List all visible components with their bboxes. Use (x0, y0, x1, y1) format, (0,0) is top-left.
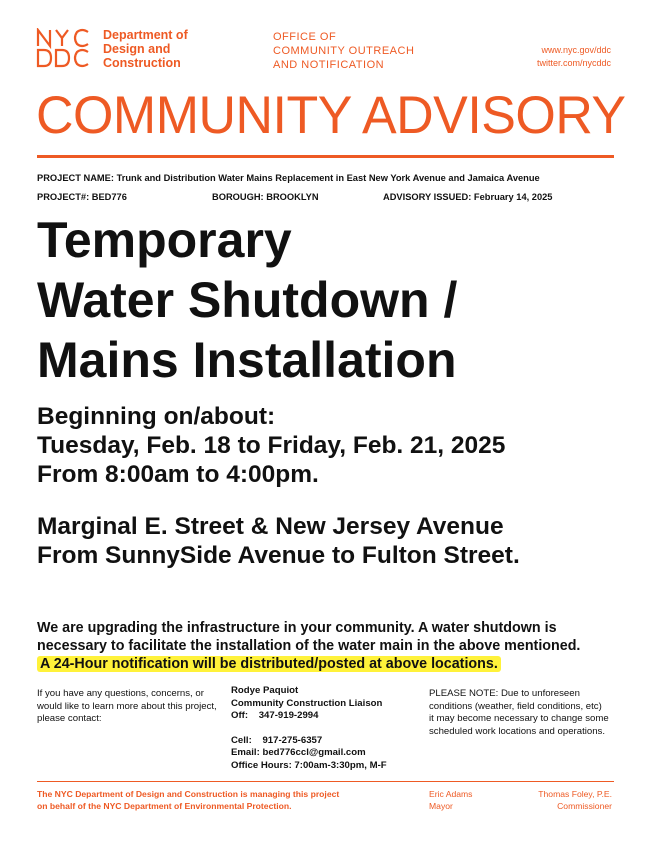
project-name-line (37, 173, 540, 183)
title-line: Mains Installation (37, 332, 457, 388)
department-line: Design and (103, 42, 171, 56)
please-note: PLEASE NOTE: Due to unforeseen conditions (weather, field conditions, etc) it may become necessary to change some scheduled work locations and operations. (429, 688, 609, 737)
intro-line: We are upgrading the infrastructure in your community. A water shutdown is (37, 620, 557, 636)
commissioner-name: Thomas Foley, P.E. (538, 789, 612, 799)
office-hours: Office Hours: 7:00am-3:30pm, M-F (231, 759, 387, 771)
intro-paragraph (37, 619, 580, 673)
project-number: PROJECT#: BED776 (37, 192, 127, 202)
office-line: OFFICE OF (273, 31, 337, 43)
contact-email: Email: bed776ccl@gmail.com (231, 747, 366, 758)
intro-line: necessary to facilitate the installation of the water main in the above mentioned. (37, 638, 581, 654)
cell-phone: Cell: 917-275-6357 (231, 734, 323, 746)
office-phone: Off: 347-919-2994 (231, 710, 319, 721)
location-block (37, 512, 520, 570)
website-link[interactable]: www.nyc.gov/ddc (541, 45, 611, 55)
mayor-credit (429, 789, 472, 812)
advisory-issued: ADVISORY ISSUED: February 14, 2025 (383, 192, 553, 202)
managing-statement (37, 789, 339, 812)
commissioner-title: Commissioner (557, 800, 612, 811)
advisory-title (37, 210, 457, 390)
department-name (103, 28, 188, 70)
header-divider (37, 155, 614, 158)
managing-line: The NYC Department of Design and Construction is managing this project (37, 789, 340, 799)
location-line: From SunnySide Avenue to Fulton Street. (37, 542, 520, 569)
community-advisory-banner: COMMUNITY ADVISORY (36, 86, 626, 145)
project-name-label: PROJECT NAME: (37, 173, 114, 183)
contact-prompt: If you have any questions, concerns, or would like to learn more about this project, please contact: (37, 688, 217, 724)
department-line: Construction (103, 56, 181, 70)
schedule-line: Beginning on/about: (37, 403, 276, 430)
office-name (273, 30, 414, 72)
contact-details (231, 685, 387, 772)
schedule-block (37, 402, 505, 489)
mayor-title: Mayor (429, 800, 453, 811)
notification-highlight: A 24-Hour notification will be distributed/posted at above locations. (37, 656, 501, 672)
schedule-line: From 8:00am to 4:00pm. (37, 461, 319, 488)
title-line: Temporary (37, 212, 292, 268)
schedule-line: Tuesday, Feb. 18 to Friday, Feb. 21, 2025 (37, 432, 506, 459)
mayor-name: Eric Adams (429, 789, 473, 799)
nyc-ddc-logo (36, 28, 94, 68)
project-name-value: Trunk and Distribution Water Mains Replacement in East New York Avenue and Jamaica Avenue (116, 173, 540, 183)
commissioner-credit (538, 789, 612, 812)
twitter-link[interactable]: twitter.com/nycddc (536, 58, 611, 68)
managing-line: on behalf of the NYC Department of Environmental Protection. (37, 800, 292, 811)
liaison-name: Rodye Paquiot (231, 685, 299, 696)
title-line: Water Shutdown / (37, 272, 458, 328)
location-line: Marginal E. Street & New Jersey Avenue (37, 513, 504, 540)
project-borough: BOROUGH: BROOKLYN (212, 192, 319, 202)
footer-divider (37, 781, 614, 782)
office-line: AND NOTIFICATION (273, 59, 385, 71)
office-line: COMMUNITY OUTREACH (273, 45, 415, 57)
header-links (537, 44, 611, 70)
department-line: Department of (103, 28, 188, 42)
liaison-role: Community Construction Liaison (231, 697, 383, 709)
